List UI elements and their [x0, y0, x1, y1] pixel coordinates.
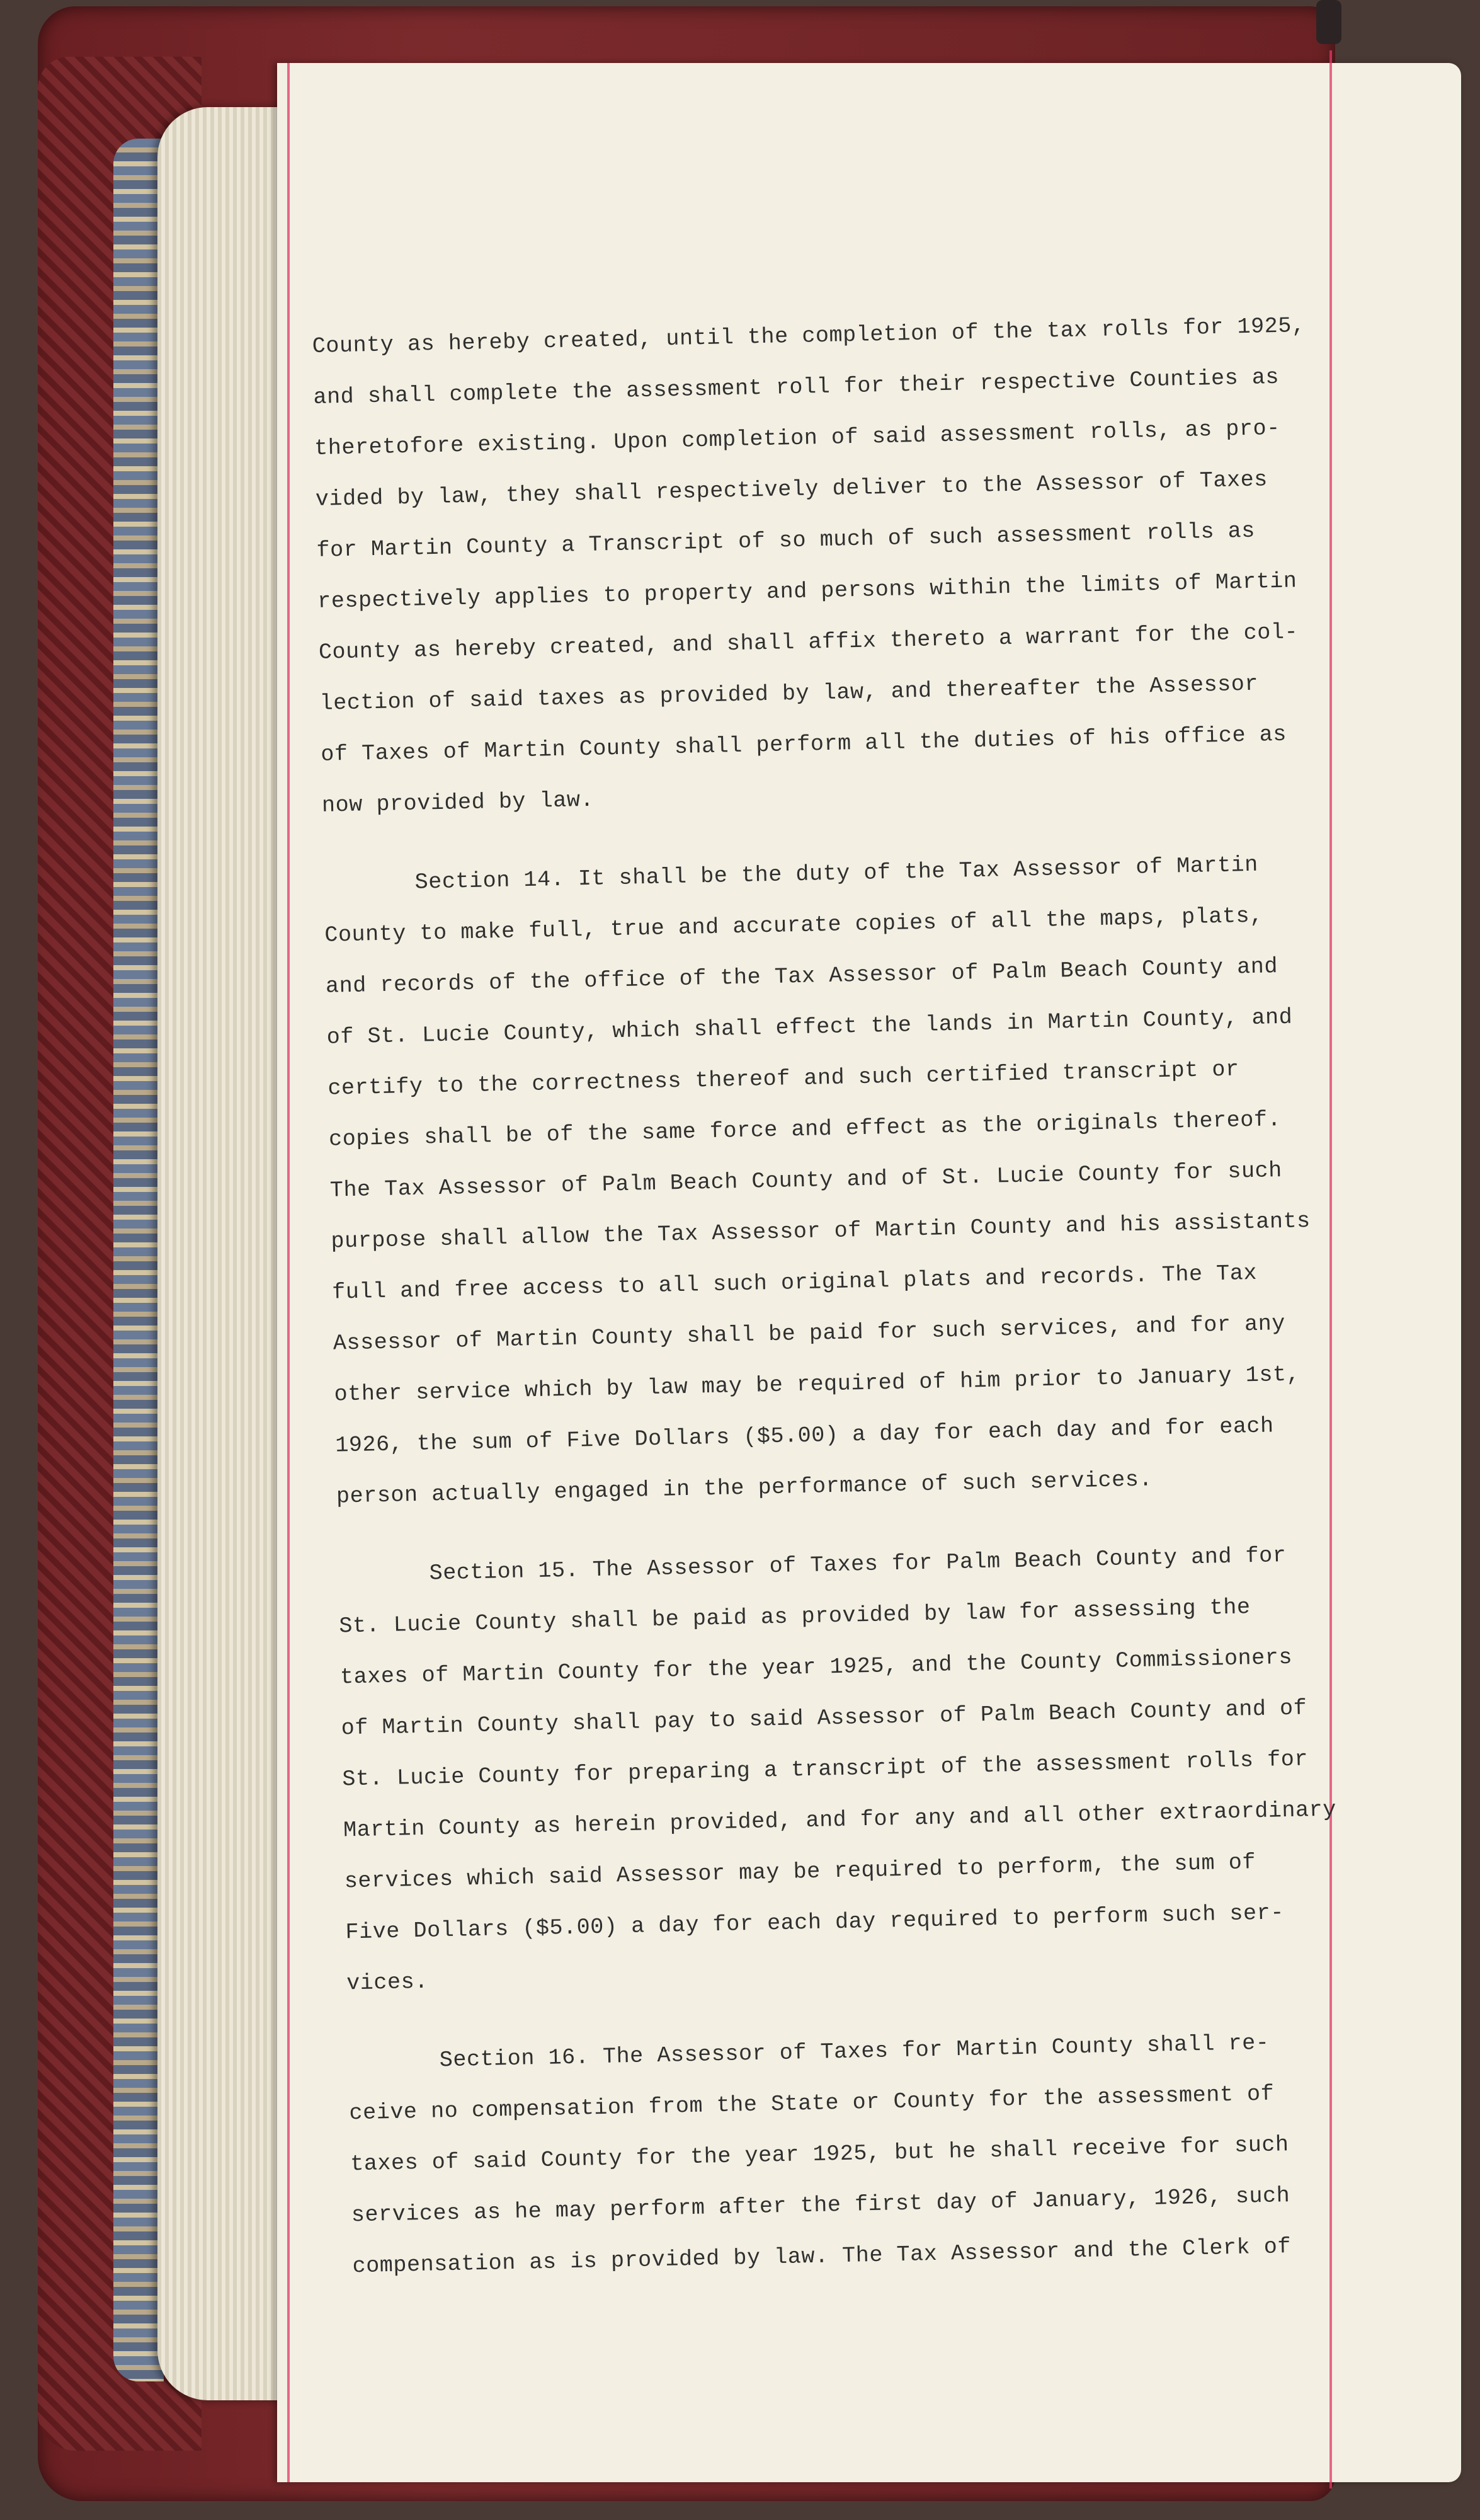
text-line: services which said Assessor may be required to perform, the sum of — [344, 1850, 1256, 1894]
text-line: Five Dollars ($5.00) a day for each day required to perform such ser- — [345, 1900, 1285, 1945]
text-line: compensation as is provided by law. The Tax Assessor and the Clerk of — [352, 2234, 1292, 2279]
text-line: ceive no compensation from the State or County for the assessment of — [349, 2081, 1275, 2126]
text-line: taxes of said County for the year 1925, but he shall receive for such — [350, 2132, 1290, 2177]
section-14-heading-line: Section 14. It shall be the duty of the Tax Assessor of Martin — [414, 852, 1259, 895]
text-line: St. Lucie County shall be paid as provided by law for assessing the — [338, 1595, 1251, 1639]
text-line: theretofore existing. Upon completion of said assessment rolls, as pro- — [314, 415, 1281, 461]
text-line: services as he may perform after the first day of January, 1926, such — [351, 2183, 1290, 2228]
text-line: The Tax Assessor of Palm Beach County and of St. Lucie County for such — [329, 1158, 1283, 1203]
section-16-heading-line: Section 16. The Assessor of Taxes for Martin County shall re- — [439, 2030, 1270, 2073]
text-line: and shall complete the assessment roll for their respective Counties as — [313, 364, 1280, 410]
typed-text-block — [312, 299, 1395, 2292]
text-line: certify to the correctness thereof and such certified transcript or — [327, 1057, 1240, 1101]
text-line: taxes of Martin County for the year 1925, and the County Commissioners — [339, 1644, 1293, 1690]
text-line: purpose shall allow the Tax Assessor of Martin County and his assistants — [331, 1208, 1311, 1254]
text-line: St. Lucie County for preparing a transcript of the assessment rolls for — [342, 1746, 1309, 1792]
text-line: other service which by law may be required of him prior to January 1st, — [334, 1361, 1301, 1407]
text-line: respectively applies to property and persons within the limits of Martin — [317, 568, 1297, 614]
section-15-heading-line: Section 15. The Assessor of Taxes for Palm Beach County and for — [429, 1543, 1287, 1586]
text-line: for Martin County a Transcript of so much of such assessment rolls as — [316, 518, 1256, 563]
text-line: vices. — [346, 1969, 429, 1996]
text-line: vided by law, they shall respectively deliver to the Assessor of Taxes — [315, 467, 1268, 512]
binder-clip — [1316, 0, 1341, 44]
text-line: 1926, the sum of Five Dollars ($5.00) a day for each day and for each — [334, 1413, 1275, 1458]
text-line: person actually engaged in the performance of such services. — [336, 1467, 1153, 1509]
text-line: County as hereby created, until the completion of the tax rolls for 1925, — [312, 312, 1306, 359]
text-line: County as hereby created, and shall affix thereto a warrant for the col- — [318, 619, 1299, 665]
text-line: Martin County as herein provided, and for any and all other extraordinary — [343, 1797, 1337, 1843]
text-line: County to make full, true and accurate copies of all the maps, plats, — [324, 903, 1264, 948]
text-line: full and free access to all such original plats and records. The Tax — [331, 1260, 1258, 1305]
marbled-edge — [113, 139, 164, 2381]
text-line: of St. Lucie County, which shall effect the lands in Martin County, and — [326, 1004, 1293, 1050]
text-line: lection of said taxes as provided by law, and thereafter the Assessor — [319, 671, 1259, 716]
text-line: and records of the office of the Tax Assessor of Palm Beach County and — [325, 954, 1278, 999]
text-line: now provided by law. — [321, 787, 595, 818]
text-line: of Taxes of Martin County shall perform all the duties of his office as — [320, 721, 1287, 767]
text-line: Assessor of Martin County shall be paid for such services, and for any — [333, 1310, 1286, 1356]
left-margin-rule — [287, 63, 290, 2482]
text-line: of Martin County shall pay to said Assessor of Palm Beach County and of — [341, 1695, 1307, 1741]
text-line: copies shall be of the same force and effect as the originals thereof. — [328, 1107, 1282, 1152]
